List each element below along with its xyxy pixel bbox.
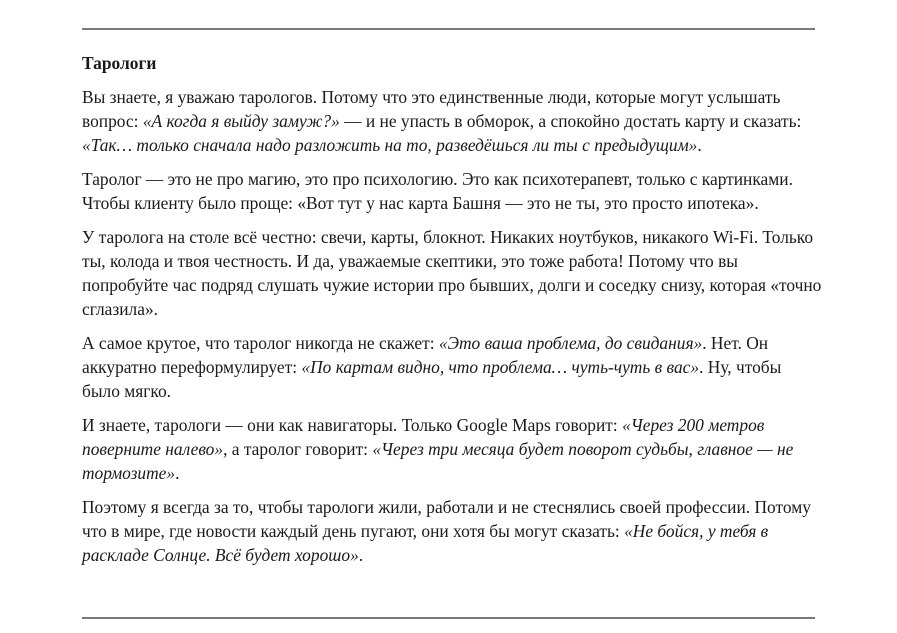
text-segment: . Нет. Он аккуратно переформулирует: (82, 333, 769, 377)
italic-quote: «А когда я выйду замуж?» (142, 111, 340, 131)
text-segment: Таролог — это не про магию, это про психологию. Это как психотерапевт, только с картинками. Чтобы клиенту было проще: «Вот тут у нас карта Башня — это не ты, это просто ипотека». (82, 169, 793, 213)
paragraph (82, 331, 822, 403)
text-segment: . (358, 545, 364, 565)
paragraph (82, 413, 822, 485)
text-segment: . (697, 135, 702, 155)
article-title: Тарологи (82, 53, 157, 73)
text-segment: — и не упасть в обморок, а спокойно достать карту и сказать: (339, 111, 802, 131)
text-segment: . Ну, чтобы было мягко. (82, 357, 782, 401)
text-segment: Поэтому я всегда за то, чтобы тарологи жили, работали и не стеснялись своей профессии. Потому что в мире, где новости каждый день пугают, они хотя бы могут сказать: (82, 497, 811, 541)
paragraph (82, 85, 822, 157)
paragraph (82, 167, 822, 215)
italic-quote: «Так… только сначала надо разложить на то, разведёшься ли ты с предыдущим» (82, 135, 698, 155)
text-segment: У таролога на столе всё честно: свечи, карты, блокнот. Никаких ноутбуков, никакого Wi-Fi. Только ты, колода и твоя честность. И да, уважаемые скептики, это тоже работа! Потому что вы попробуйте час подряд слушать чужие истории про бывших, долги и соседку снизу, которая «точно сглазила». (82, 227, 822, 319)
italic-quote: «Не бойся, у тебя в раскладе Солнце. Всё будет хорошо» (82, 521, 769, 565)
italic-quote: «Это ваша проблема, до свидания» (438, 333, 703, 353)
italic-quote: «Через три месяца будет поворот судьбы, главное — не тормозите» (82, 439, 794, 483)
text-segment: Вы знаете, я уважаю тарологов. Потому что это единственные люди, которые могут услышать вопрос: (82, 87, 781, 131)
text-segment: . (175, 463, 180, 483)
article-body (82, 85, 822, 567)
text-segment: А самое крутое, что таролог никогда не скажет: (82, 333, 439, 353)
article (82, 51, 822, 567)
paragraph (82, 225, 822, 321)
top-divider (82, 28, 815, 30)
italic-quote: «По картам видно, что проблема… чуть-чуть в вас» (301, 357, 700, 377)
text-segment: И знаете, тарологи — они как навигаторы. Только Google Maps говорит: (82, 415, 623, 435)
paragraph (82, 495, 822, 567)
text-segment: , а таролог говорит: (223, 439, 373, 459)
bottom-divider (82, 617, 815, 619)
italic-quote: «Через 200 метров поверните налево» (82, 415, 765, 459)
